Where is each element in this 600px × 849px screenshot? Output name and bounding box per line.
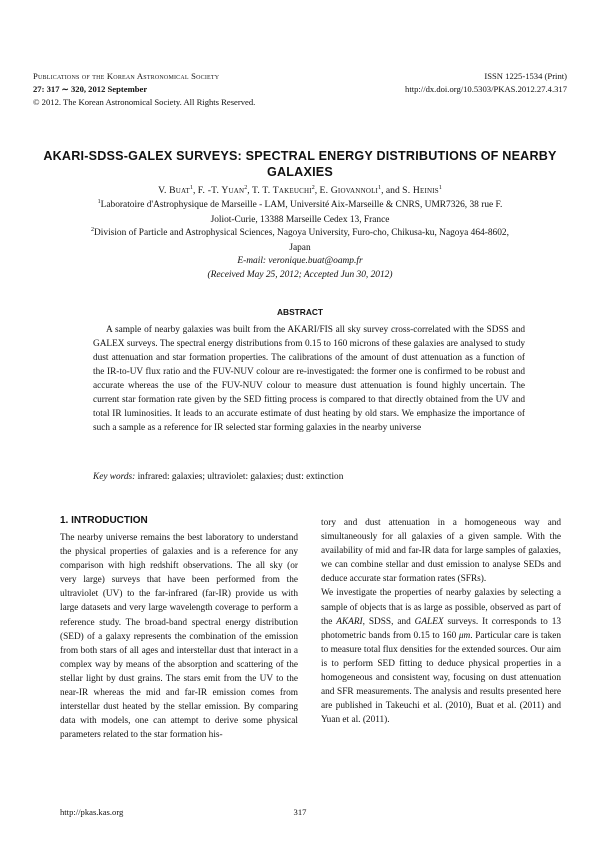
micron-unit: μm [458, 630, 471, 641]
title-line-2: GALAXIES [267, 165, 333, 179]
column-right [321, 516, 561, 727]
abstract-heading: ABSTRACT [276, 307, 324, 317]
author: F. -T. Yuan$^2$, [197, 185, 253, 196]
affiliation-2-line-1: Division of Particle and Astrophysical Sciences, Nagoya University, Furo-cho, Chikusa-ku, Nagoya 464-8602, [94, 228, 509, 238]
affiliation-1-line-2: Joliot-Curie, 13388 Marseille Cedex 13, France [210, 214, 390, 225]
paper-title [40, 148, 560, 180]
footer-url[interactable]: http://pkas.kas.org [60, 807, 124, 817]
keywords-label: Key words: [93, 472, 136, 482]
received-text: (Received May 25, 2012; Accepted Jun 30, 2012) [207, 270, 393, 280]
page-number: 317 [293, 807, 307, 817]
abstract-text: A sample of nearby galaxies was built from the AKARI/FIS all sky survey cross-correlated with the SDSS and GALEX surveys. The spectral energy distributions from 0.15 to 160 microns of these galaxies are analysed to study dust attenuation and star formation properties. The calibrations of the amount of dust attenuation as a function of the IR-to-UV flux ratio and the FUV-NUV colour are re-investigated: the former one is confirmed to be robust and accurate whereas the use of the FUV-NUV colour to measure dust attenuation is found highly uncertain. The current star formation rate given by the SED fitting process is compared to that directly obtained from the UV and total IR luminosities. It leads to an accurate estimate of dust heating by old stars. We emphasize the importance of such a sample as a reference for IR selected star forming galaxies in the nearby universe [93, 325, 525, 433]
author: E. Giovannoli$^1$, and [319, 185, 403, 196]
affiliation-1: $^1$Laboratoire d'Astrophysique de Marseille - LAM, Université Aix-Marseille & CNRS, UMR7326, 38 rue F. Joliot-Curie, 13388 Marseille Cedex 13, France [40, 198, 560, 227]
affiliation-2: $^2$Division of Particle and Astrophysical Sciences, Nagoya University, Furo-cho, Chikusa-ku, Nagoya 464-8602, Japan [40, 226, 560, 255]
doi-link[interactable]: http://dx.doi.org/10.5303/PKAS.2012.27.4.317 [405, 84, 567, 94]
affiliation-2-line-2: Japan [289, 242, 311, 253]
title-line-1: AKARI-SDSS-GALEX SURVEYS: SPECTRAL ENERGY DISTRIBUTIONS OF NEARBY [43, 149, 557, 163]
affiliation-1-line-1: Laboratoire d'Astrophysique de Marseille - LAM, Université Aix-Marseille & CNRS, UMR7326, 38 rue F. [100, 200, 503, 210]
abstract-body [93, 323, 525, 435]
author: T. T. Takeuchi$^2$, [252, 185, 320, 196]
issn-block [405, 70, 567, 96]
volume-pages-text: 27: 317 ∼ 320, 2012 September [33, 84, 148, 94]
journal-header [33, 70, 353, 109]
volume-pages [33, 83, 353, 96]
issn: ISSN 1225-1534 (Print) [484, 71, 567, 81]
email-text[interactable]: E-mail: veronique.buat@oamp.fr [237, 256, 363, 266]
akari-name: AKARI [336, 616, 363, 627]
intro-paragraph-2: tory and dust attenuation in a homogeneous way and simultaneously for all galaxies of a given sample. With the availability of mid and far-IR data for large samples of galaxies, we can combine stellar and dust emission to analyse SEDs and deduce accurate star formation rates (SFRs). [321, 518, 561, 585]
galex-name: GALEX [414, 616, 444, 627]
email [40, 254, 560, 269]
section-heading-introduction: 1. INTRODUCTION [60, 515, 148, 526]
author-list [40, 184, 560, 199]
received-dates [40, 268, 560, 283]
keywords-text: infrared: galaxies; ultraviolet: galaxies; dust: extinction [135, 472, 344, 482]
copyright: © 2012. The Korean Astronomical Society. All Rights Reserved. [33, 97, 256, 107]
author: S. Heinis$^1$ [402, 185, 442, 196]
intro-paragraph-3: We investigate the properties of nearby galaxies by selecting a sample of objects that is as large as possible, observed as part of the AKARI, SDSS, and GALEX surveys. It corresponds to 13 photometric bands from 0.15 to 160 μm. Particular care is taken to measure total flux densities for the extended sources. Our aim is to perform SED fitting to deduce physical properties in a homogeneous and consistent way, focusing on dust attenuation and SFR measurements. The analysis and results presented here are published in Takeuchi et al. (2010), Buat et al. (2011) and Yuan et al. (2011). [321, 588, 562, 726]
column-left [60, 531, 298, 742]
journal-name: Publications of the Korean Astronomical Society [33, 71, 220, 81]
intro-paragraph-1: The nearby universe remains the best laboratory to understand the physical properties of galaxies and is a reference for any comparison with high redshift observations. The all sky (or very large) surveys that have been performed from the ultraviolet (UV) to the far-infrared (far-IR) provide us with large datasets and very large wavelength coverage to perform a reference study. The broad-band spectral energy distribution (SED) of a galaxy represents the combination of the emission from both stars of all ages and interstellar dust that interact in a complex way by means of the absorption and scattering of the stellar light by dust grains. The stars emit from the UV to the near-IR whereas the mid and far-IR emission comes from interstellar dust heated by the stellar emission. By comparing data with models, one can attempt to derive some physical parameters related to the star formation his- [60, 533, 298, 741]
keywords [93, 470, 525, 484]
author: V. Buat$^1$, [158, 185, 198, 196]
